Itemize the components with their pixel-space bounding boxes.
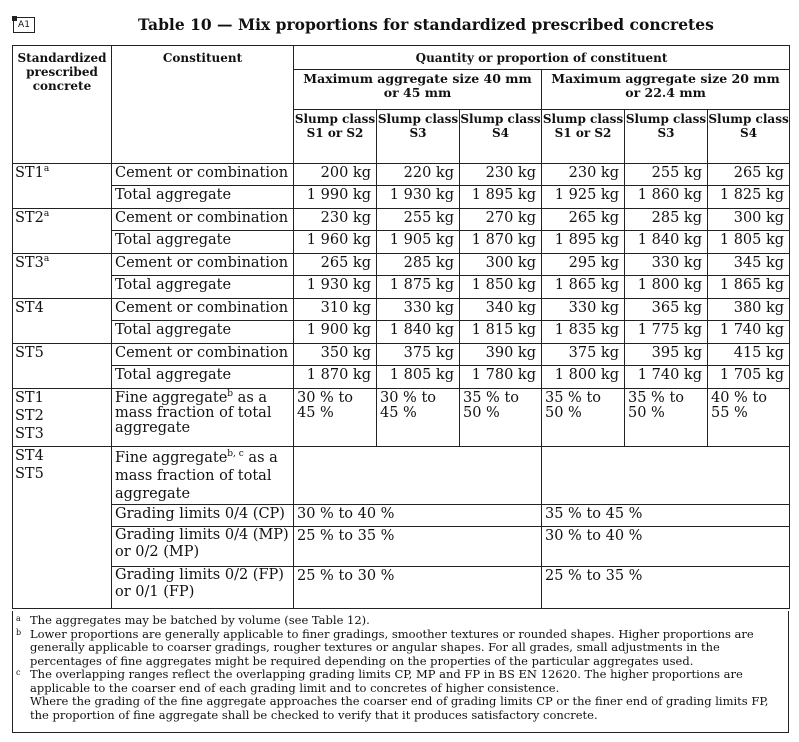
grading-mp-g2: 30 % to 40 %: [542, 527, 790, 567]
concrete-name: ST3: [15, 426, 44, 442]
grading-cp-g1: 30 % to 40 %: [294, 505, 542, 527]
constituent-cement: Cement or combination: [112, 299, 294, 321]
concrete-name: ST5: [13, 344, 112, 389]
aggregate-value: 1 840 kg: [377, 321, 460, 344]
fine-concretes-st4-5: [13, 447, 112, 609]
grading-cp-g2: 35 % to 45 %: [542, 505, 790, 527]
constituent-aggregate: Total aggregate: [112, 366, 294, 389]
amendment-tag-label: A1: [18, 20, 30, 30]
aggregate-value: 1 805 kg: [377, 366, 460, 389]
cement-value: 350 kg: [294, 344, 377, 366]
fine-value-4: 35 % to 50 %: [542, 389, 625, 447]
table-row: [13, 366, 790, 389]
cement-value: 345 kg: [708, 254, 790, 276]
concrete-name: ST5: [15, 466, 44, 482]
aggregate-value: 1 705 kg: [708, 366, 790, 389]
header-slump-2: Slump class S3: [377, 110, 460, 164]
fine-aggregate-label-st4-5: Fine aggregate$^{b, c}$ as a mass fraction of total aggregate: [112, 447, 294, 505]
concrete-name: ST2: [15, 408, 44, 424]
mix-proportions-table: [12, 45, 790, 609]
cement-value: 395 kg: [625, 344, 708, 366]
cement-value: 375 kg: [542, 344, 625, 366]
header-slump-6: Slump class S4: [708, 110, 790, 164]
cement-value: 230 kg: [294, 209, 377, 231]
fine-value-6: 40 % to 55 %: [708, 389, 790, 447]
aggregate-value: 1 850 kg: [460, 276, 542, 299]
header-slump-4: Slump class S1 or S2: [542, 110, 625, 164]
cement-value: 285 kg: [625, 209, 708, 231]
constituent-cement: Cement or combination: [112, 344, 294, 366]
grading-mp-g1: 25 % to 35 %: [294, 527, 542, 567]
header-aggregate-group-2: Maximum aggregate size 20 mm or 22.4 mm: [542, 70, 790, 110]
aggregate-value: 1 990 kg: [294, 186, 377, 209]
grading-fp-label: Grading limits 0/2 (FP) or 0/1 (FP): [112, 567, 294, 609]
aggregate-value: 1 815 kg: [460, 321, 542, 344]
aggregate-value: 1 780 kg: [460, 366, 542, 389]
header-aggregate-group-1: Maximum aggregate size 40 mm or 45 mm: [294, 70, 542, 110]
aggregate-value: 1 895 kg: [460, 186, 542, 209]
aggregate-value: 1 775 kg: [625, 321, 708, 344]
cement-value: 255 kg: [377, 209, 460, 231]
cement-value: 300 kg: [460, 254, 542, 276]
cement-value: 415 kg: [708, 344, 790, 366]
cement-value: 390 kg: [460, 344, 542, 366]
table-title-row: [13, 15, 788, 45]
fine-concretes-st1-3: [13, 389, 112, 447]
constituent-aggregate: Total aggregate: [112, 321, 294, 344]
fine-empty-group-2: [542, 447, 790, 505]
table-row: [13, 209, 790, 231]
constituent-cement: Cement or combination: [112, 254, 294, 276]
aggregate-value: 1 835 kg: [542, 321, 625, 344]
aggregate-value: 1 900 kg: [294, 321, 377, 344]
aggregate-value: 1 895 kg: [542, 231, 625, 254]
header-slump-3: Slump class S4: [460, 110, 542, 164]
aggregate-value: 1 870 kg: [460, 231, 542, 254]
cement-value: 375 kg: [377, 344, 460, 366]
cement-value: 365 kg: [625, 299, 708, 321]
grading-fp-g2: 25 % to 35 %: [542, 567, 790, 609]
concrete-name: ST3$^a$: [13, 254, 112, 299]
table-row: [13, 231, 790, 254]
aggregate-value: 1 925 kg: [542, 186, 625, 209]
aggregate-value: 1 800 kg: [625, 276, 708, 299]
constituent-aggregate: Total aggregate: [112, 231, 294, 254]
cement-value: 255 kg: [625, 164, 708, 186]
table-row: [13, 344, 790, 366]
cement-value: 295 kg: [542, 254, 625, 276]
aggregate-value: 1 960 kg: [294, 231, 377, 254]
fine-empty-group-1: [294, 447, 542, 505]
table-title: Table 10 — Mix proportions for standardized prescribed concretes: [138, 15, 714, 34]
constituent-aggregate: Total aggregate: [112, 186, 294, 209]
concrete-name: ST4: [15, 448, 44, 464]
aggregate-value: 1 905 kg: [377, 231, 460, 254]
fine-value-3: 35 % to 50 %: [460, 389, 542, 447]
fine-value-5: 35 % to 50 %: [625, 389, 708, 447]
concrete-name: ST1$^a$: [13, 164, 112, 209]
aggregate-value: 1 840 kg: [625, 231, 708, 254]
cement-value: 230 kg: [542, 164, 625, 186]
aggregate-value: 1 865 kg: [708, 276, 790, 299]
cement-value: 230 kg: [460, 164, 542, 186]
constituent-cement: Cement or combination: [112, 164, 294, 186]
table-row: [13, 276, 790, 299]
cement-value: 330 kg: [377, 299, 460, 321]
cement-value: 265 kg: [542, 209, 625, 231]
table-row: [13, 321, 790, 344]
aggregate-value: 1 805 kg: [708, 231, 790, 254]
cement-value: 265 kg: [294, 254, 377, 276]
grading-fp-g1: 25 % to 30 %: [294, 567, 542, 609]
table-row: [13, 164, 790, 186]
amendment-tag-icon: [13, 17, 35, 33]
constituent-aggregate: Total aggregate: [112, 276, 294, 299]
aggregate-value: 1 860 kg: [625, 186, 708, 209]
cement-value: 330 kg: [542, 299, 625, 321]
concrete-name: ST1: [15, 390, 44, 406]
fine-value-2: 30 % to 45 %: [377, 389, 460, 447]
cement-value: 270 kg: [460, 209, 542, 231]
header-slump-5: Slump class S3: [625, 110, 708, 164]
cement-value: 265 kg: [708, 164, 790, 186]
aggregate-value: 1 875 kg: [377, 276, 460, 299]
aggregate-value: 1 930 kg: [294, 276, 377, 299]
cement-value: 220 kg: [377, 164, 460, 186]
fine-aggregate-label: Fine aggregate$^b$ as a mass fraction of total aggregate: [112, 389, 294, 447]
aggregate-value: 1 865 kg: [542, 276, 625, 299]
footnote-a: a The aggregates may be batched by volume (see Table 12).: [16, 613, 370, 627]
aggregate-value: 1 800 kg: [542, 366, 625, 389]
footnote-b: b Lower proportions are generally applicable to finer gradings, smoother textures or rounded shapes. Higher proportions are generally applicable to coarser gradings, rougher textures or angular shapes. For all grades, small adjustments in the percentages of fine aggregates might be required depending on the properties of the particular aggregates used.: [16, 626, 754, 668]
cement-value: 330 kg: [625, 254, 708, 276]
aggregate-value: 1 740 kg: [625, 366, 708, 389]
footnotes: [12, 611, 789, 733]
aggregate-value: 1 930 kg: [377, 186, 460, 209]
cement-value: 380 kg: [708, 299, 790, 321]
concrete-name: ST2$^a$: [13, 209, 112, 254]
footnote-continuation: Where the grading of the fine aggregate approaches the coarser end of grading limits CP or the finer end of grading limits FP, the proportion of fine aggregate shall be checked to verify that it produces satisfactory concrete.: [30, 694, 769, 722]
header-quantity: Quantity or proportion of constituent: [294, 46, 790, 70]
constituent-cement: Cement or combination: [112, 209, 294, 231]
header-slump-1: Slump class S1 or S2: [294, 110, 377, 164]
footnote-c: c The overlapping ranges reflect the overlapping grading limits CP, MP and FP in BS EN 12620. The higher proportions are applicable to the coarser end of each grading limit and to concretes of higher consistence.: [16, 667, 743, 695]
aggregate-value: 1 740 kg: [708, 321, 790, 344]
aggregate-value: 1 825 kg: [708, 186, 790, 209]
grading-mp-label: Grading limits 0/4 (MP) or 0/2 (MP): [112, 527, 294, 567]
header-concrete: Standardized prescribed concrete: [13, 46, 112, 164]
cement-value: 340 kg: [460, 299, 542, 321]
cement-value: 285 kg: [377, 254, 460, 276]
cement-value: 310 kg: [294, 299, 377, 321]
grading-cp-label: Grading limits 0/4 (CP): [112, 505, 294, 527]
cement-value: 300 kg: [708, 209, 790, 231]
table-row: [13, 186, 790, 209]
table-row: [13, 299, 790, 321]
aggregate-value: 1 870 kg: [294, 366, 377, 389]
header-constituent: Constituent: [112, 46, 294, 164]
table-row: [13, 254, 790, 276]
fine-value-1: 30 % to 45 %: [294, 389, 377, 447]
concrete-name: ST4: [13, 299, 112, 344]
cement-value: 200 kg: [294, 164, 377, 186]
